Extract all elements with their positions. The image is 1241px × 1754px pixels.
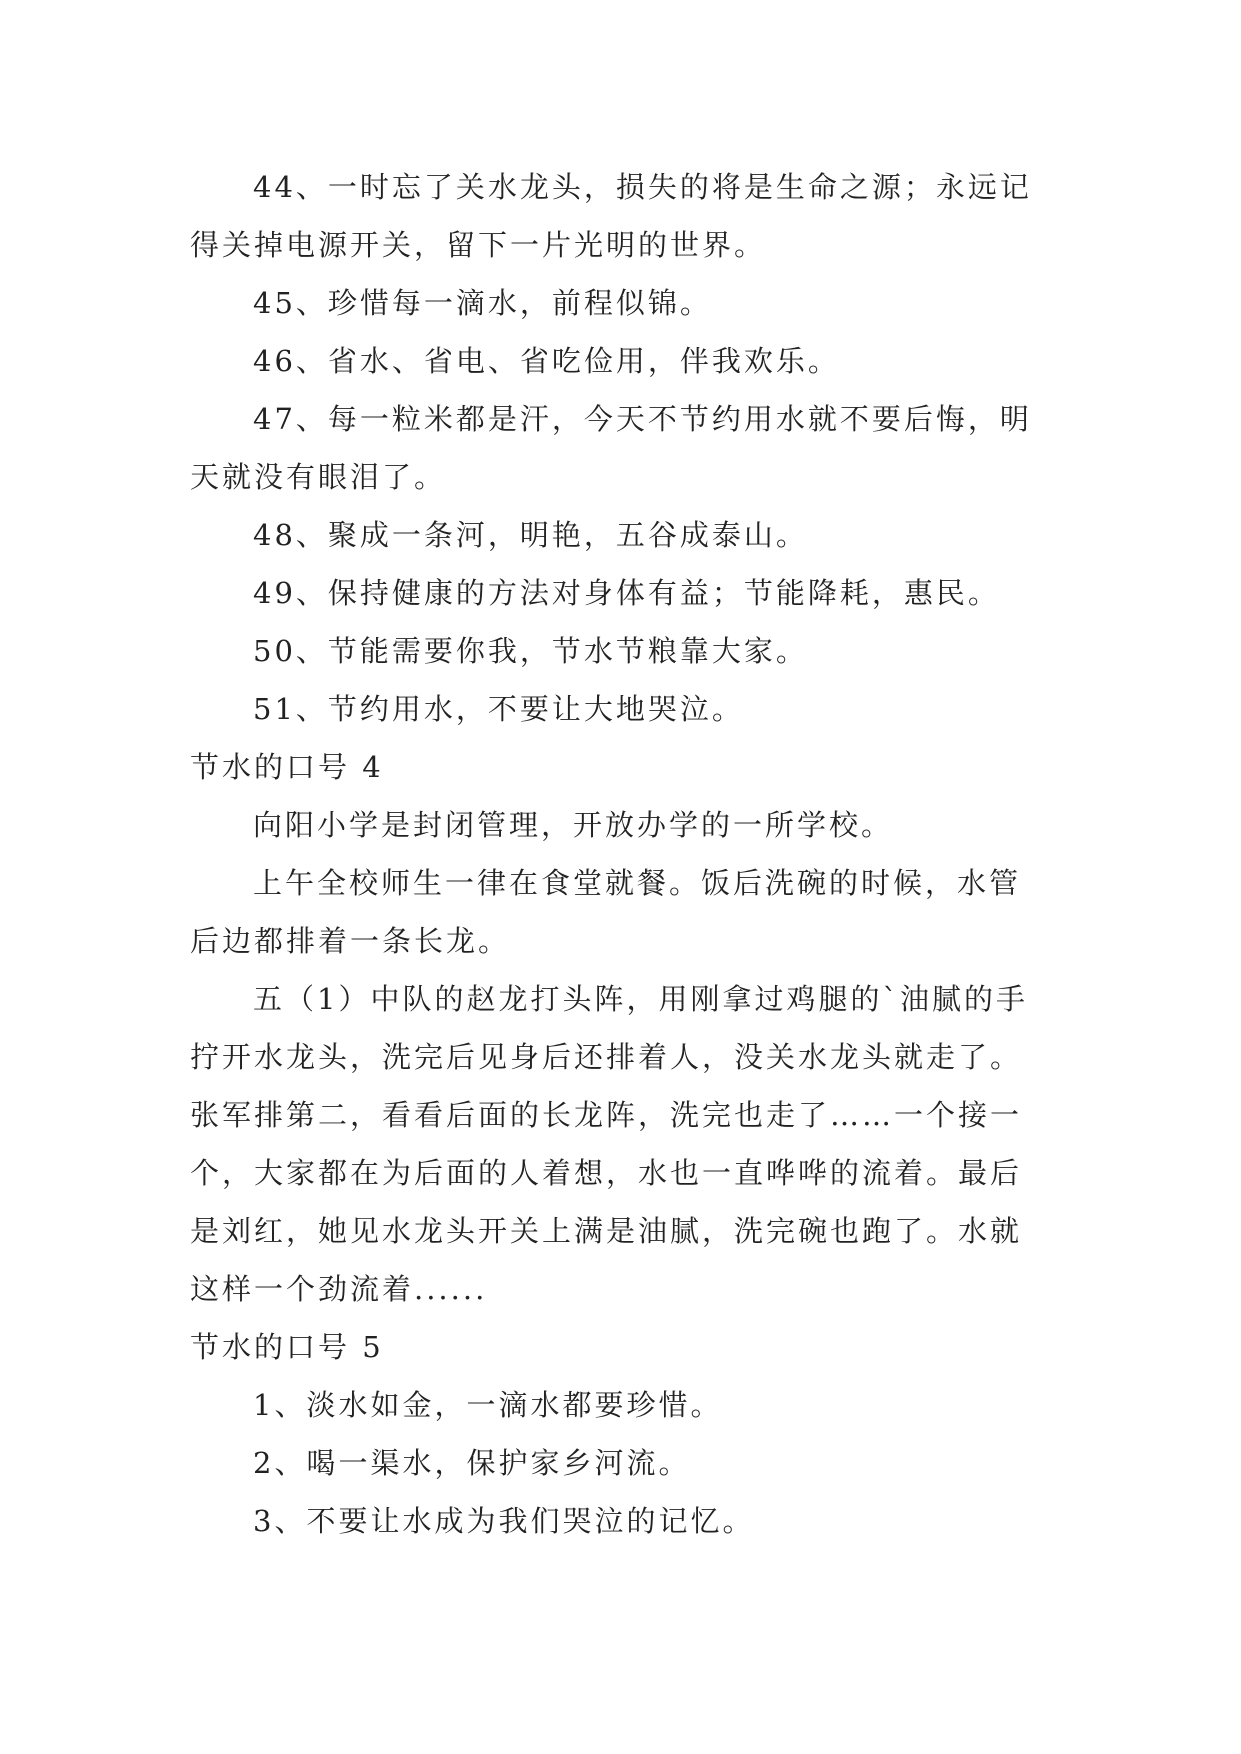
text-line: 2、喝一渠水，保护家乡河流。 — [253, 1446, 691, 1480]
text-line: 后边都排着一条长龙。 — [190, 924, 511, 958]
section-heading: 节水的口号 5 — [190, 1330, 384, 1364]
text-line: 这样一个劲流着...... — [190, 1272, 488, 1306]
document-page — [190, 158, 1070, 1550]
text-line: 天就没有眼泪了。 — [190, 460, 447, 494]
text-line: 48、聚成一条河，明艳，五谷成泰山。 — [253, 518, 808, 552]
text-line: 47、每一粒米都是汗，今天不节约用水就不要后悔，明 — [253, 402, 1032, 436]
text-line: 是刘红，她见水龙头开关上满是油腻，洗完碗也跑了。水就 — [190, 1214, 1023, 1248]
text-line: 张军排第二，看看后面的长龙阵，洗完也走了……一个接一 — [190, 1098, 1023, 1132]
text-line: 个，大家都在为后面的人着想，水也一直哗哗的流着。最后 — [190, 1156, 1023, 1190]
text-line: 1、淡水如金，一滴水都要珍惜。 — [253, 1388, 723, 1422]
text-line: 51、节约用水，不要让大地哭泣。 — [253, 692, 744, 726]
text-line: 45、珍惜每一滴水，前程似锦。 — [253, 286, 712, 320]
text-line: 向阳小学是封闭管理，开放办学的一所学校。 — [253, 808, 894, 842]
text-line: 49、保持健康的方法对身体有益；节能降耗，惠民。 — [253, 576, 1000, 610]
text-line: 3、不要让水成为我们哭泣的记忆。 — [253, 1504, 755, 1538]
text-line: 44、一时忘了关水龙头，损失的将是生命之源；永远记 — [253, 170, 1032, 204]
text-line: 得关掉电源开关，留下一片光明的世界。 — [190, 228, 767, 262]
text-line: 46、省水、省电、省吃俭用，伴我欢乐。 — [253, 344, 840, 378]
text-line: 上午全校师生一律在食堂就餐。饭后洗碗的时候，水管 — [253, 866, 1022, 900]
text-line: 50、节能需要你我，节水节粮靠大家。 — [253, 634, 808, 668]
section-heading: 节水的口号 4 — [190, 750, 384, 784]
text-line: 拧开水龙头，洗完后见身后还排着人，没关水龙头就走了。 — [190, 1040, 1023, 1074]
text-line: 五（1）中队的赵龙打头阵，用刚拿过鸡腿的`油腻的手 — [253, 982, 1028, 1016]
